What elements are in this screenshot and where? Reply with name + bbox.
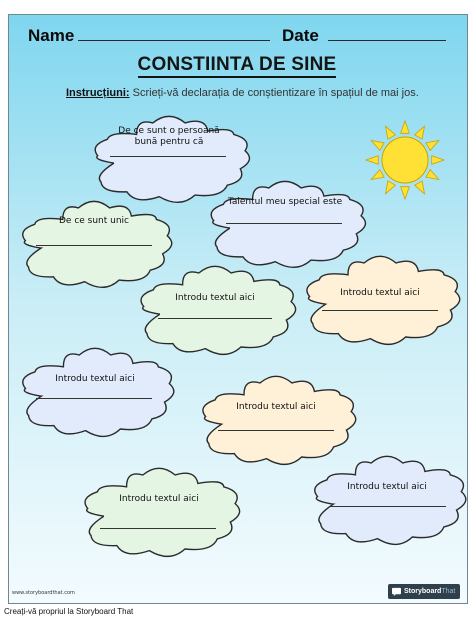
cloud-label: De ce sunt o persoană bună pentru că — [118, 126, 220, 147]
writing-line[interactable] — [110, 156, 226, 157]
writing-line[interactable] — [226, 223, 342, 224]
cloud-label: Introdu textul aici — [175, 293, 255, 303]
cloud-label: Talentul meu special este — [227, 197, 343, 207]
cloud-label: De ce sunt unic — [58, 216, 130, 226]
cloud-shape — [204, 183, 366, 265]
cloud-shape — [134, 268, 296, 352]
instructions — [66, 87, 419, 99]
writing-line[interactable] — [330, 506, 446, 507]
sun-ray — [426, 170, 439, 180]
cloud-shape — [78, 470, 240, 554]
sun-ray — [366, 156, 378, 165]
cloud-shape — [16, 350, 174, 434]
sun-ray — [415, 181, 425, 194]
cloud-text-5 — [300, 258, 460, 342]
cloud-shape — [196, 378, 356, 462]
cloud-label: Introdu textul aici — [340, 288, 420, 298]
sun-ray — [401, 187, 410, 199]
storyboard-logo-icon — [392, 587, 401, 596]
cloud-shape — [308, 458, 466, 542]
cloud-label: Introdu textul aici — [119, 494, 199, 504]
cloud-special-talent — [204, 183, 366, 265]
cloud-label: Introdu textul aici — [236, 402, 316, 412]
name-field-line[interactable] — [78, 40, 270, 41]
logo-text-main: Storyboard — [404, 588, 442, 595]
cloud-text-9 — [308, 458, 466, 542]
writing-line[interactable] — [100, 528, 216, 529]
bottom-note: Creați-vă propriul la Storyboard That — [4, 607, 134, 616]
sun-ray — [415, 126, 425, 139]
date-field-line[interactable] — [328, 40, 446, 41]
writing-line[interactable] — [218, 430, 334, 431]
logo-text-accent: That — [441, 588, 456, 595]
cloud-text-8 — [78, 470, 240, 554]
instructions-label: Instrucțiuni: — [66, 87, 130, 99]
cloud-label: Introdu textul aici — [347, 482, 427, 492]
sun-ray — [386, 126, 396, 139]
cloud-text-6 — [16, 350, 174, 434]
sun-ray — [386, 181, 396, 194]
writing-line[interactable] — [322, 310, 438, 311]
sun-ray — [371, 170, 384, 180]
page-title: CONSTIINTA DE SINE — [0, 54, 474, 76]
cloud-text-7 — [196, 378, 356, 462]
storyboardthat-logo[interactable] — [388, 584, 460, 599]
instructions-text: Scrieți-vă declarația de conștientizare în spațiul de mai jos. — [132, 87, 419, 99]
writing-line[interactable] — [36, 398, 152, 399]
sun-ray — [401, 121, 410, 133]
cloud-text-4 — [134, 268, 296, 352]
writing-line[interactable] — [36, 245, 152, 246]
sun-ray — [426, 141, 439, 151]
date-label: Date — [282, 26, 319, 45]
cloud-shape — [300, 258, 460, 342]
cloud-label: Introdu textul aici — [55, 374, 135, 384]
footer-url: www.storyboardthat.com — [12, 590, 75, 596]
name-label: Name — [28, 26, 75, 45]
sun-icon — [362, 117, 448, 203]
sun-ray — [371, 141, 384, 151]
sun-ray — [432, 156, 444, 165]
writing-line[interactable] — [158, 318, 272, 319]
